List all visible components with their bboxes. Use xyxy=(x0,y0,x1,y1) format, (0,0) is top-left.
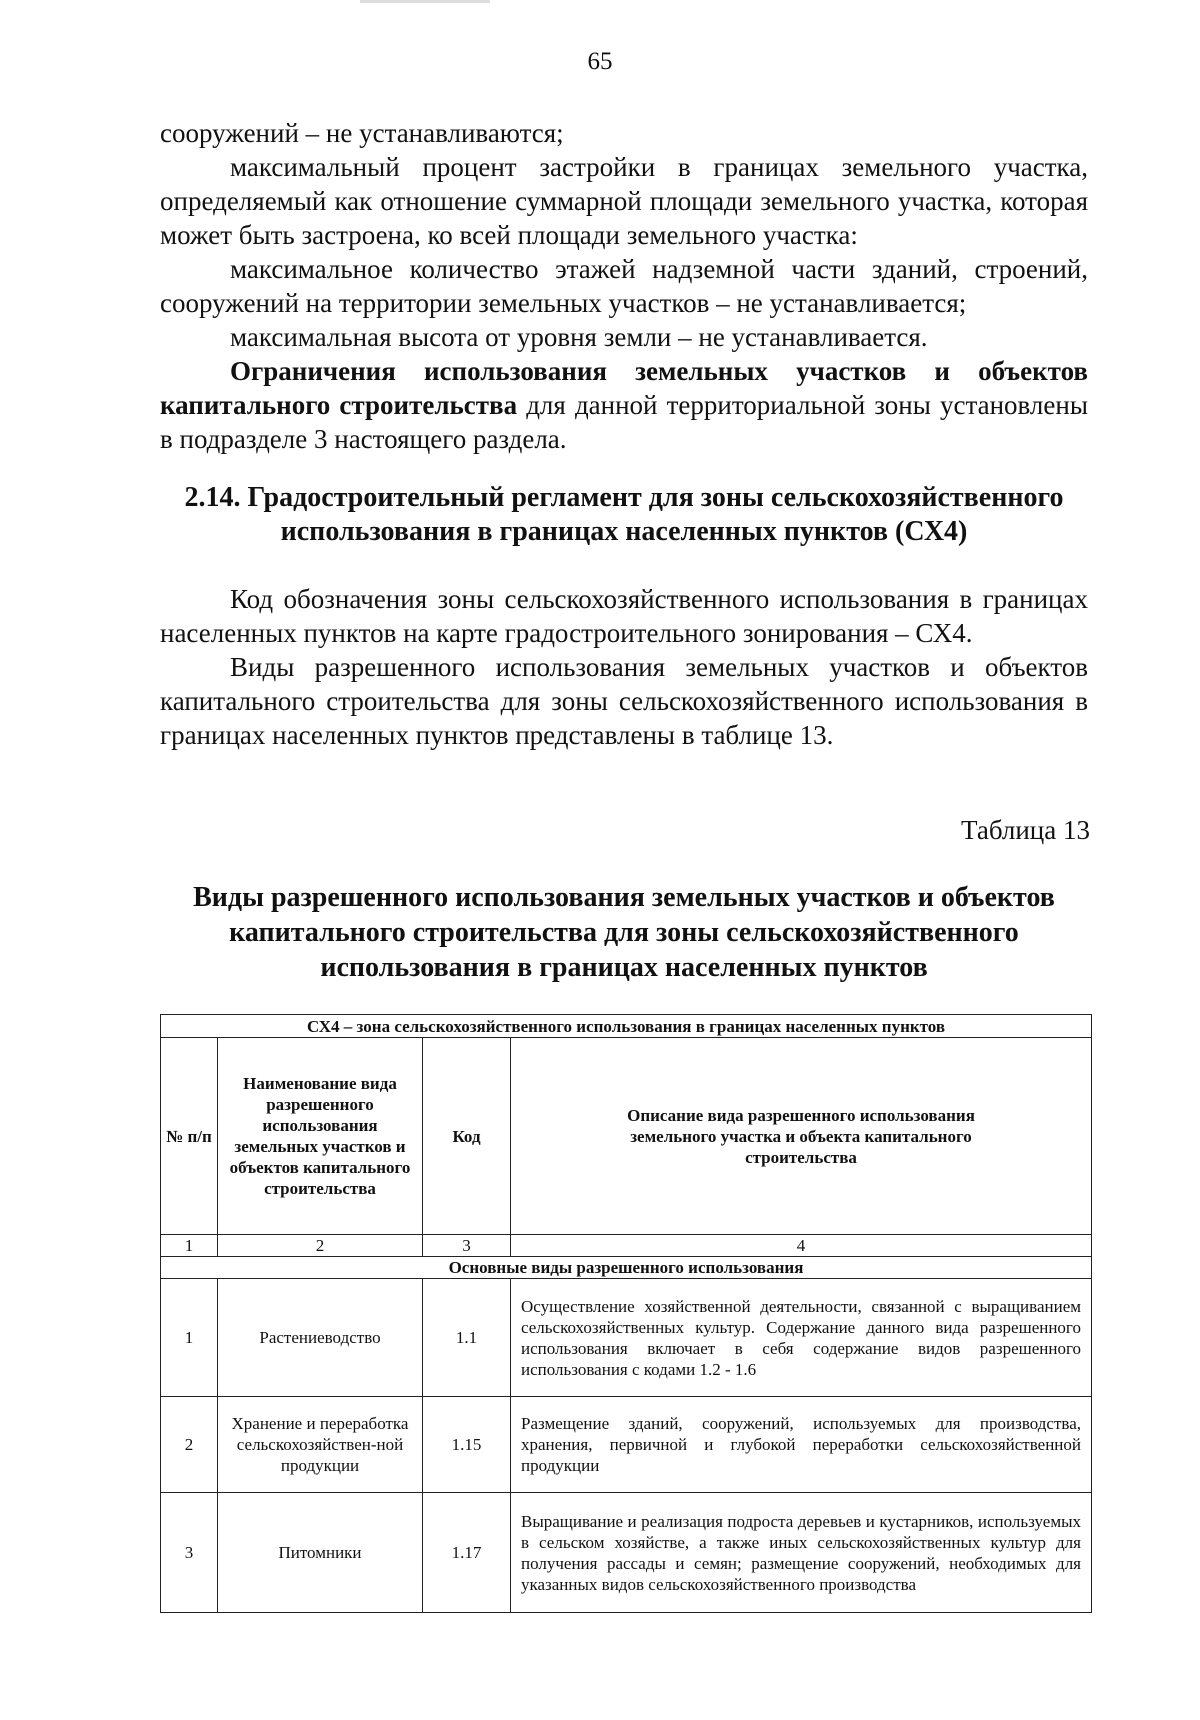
table-row xyxy=(161,1279,1092,1397)
row-name: Растениеводство xyxy=(218,1279,423,1397)
column-number: 4 xyxy=(511,1235,1092,1257)
row-desc: Осуществление хозяйственной деятельности, связанной с выращиванием сельскохозяйственных культур. Содержание данного вида разрешенного использования включает в себя содержание видов разрешенного использования с кодами 1.2 - 1.6 xyxy=(511,1279,1092,1397)
table-group-row xyxy=(161,1257,1092,1279)
row-code: 1.1 xyxy=(423,1279,511,1397)
group-label: Основные виды разрешенного использования xyxy=(161,1257,1092,1279)
row-desc: Размещение зданий, сооружений, используемых для производства, хранения, первичной и глубокой переработки сельскохозяйственной продукции xyxy=(511,1397,1092,1493)
paragraph: Виды разрешенного использования земельных участков и объектов капитального строительства для зоны сельскохозяйственного использования в границах населенных пунктов представлены в таблице 13. xyxy=(160,652,1088,750)
row-name: Хранение и переработка сельскохозяйствен-ной продукции xyxy=(218,1397,423,1493)
paragraph: максимальное количество этажей надземной части зданий, строений, сооружений на территории земельных участков – не устанавливается; xyxy=(160,254,1088,318)
row-name: Питомники xyxy=(218,1493,423,1613)
column-number: 1 xyxy=(161,1235,218,1257)
column-number: 3 xyxy=(423,1235,511,1257)
zone-header-cell: СХ4 – зона сельскохозяйственного использования в границах населенных пунктов xyxy=(161,1015,1092,1038)
row-num: 2 xyxy=(161,1397,218,1493)
paragraph: максимальная высота от уровня земли – не устанавливается. xyxy=(230,322,928,352)
page-number: 65 xyxy=(587,48,613,75)
table-row xyxy=(161,1397,1092,1493)
table-header-row xyxy=(161,1038,1092,1235)
paragraph-bold-lead: Ограничения использования земельных участков и объектов капитального строительства xyxy=(160,356,1088,420)
row-num: 1 xyxy=(161,1279,218,1397)
row-code: 1.17 xyxy=(423,1493,511,1613)
row-num: 3 xyxy=(161,1493,218,1613)
table-label: Таблица 13 xyxy=(961,815,1090,845)
row-desc: Выращивание и реализация подроста деревьев и кустарников, используемых в сельском хозяйстве, а также иных сельскохозяйственных культур для получения рассады и семян; размещение сооружений, необходимых для указанных видов сельскохозяйственного производства xyxy=(511,1493,1092,1613)
paragraph: сооружений – не устанавливаются; xyxy=(160,118,564,148)
header-code: Код xyxy=(423,1038,511,1235)
permitted-uses-table xyxy=(160,1014,1092,1613)
table-row xyxy=(161,1493,1092,1613)
scan-artifact xyxy=(360,0,490,3)
header-num: № п/п xyxy=(161,1038,218,1235)
header-desc: Описание вида разрешенного использования земельного участка и объекта капитального строительства xyxy=(511,1038,1092,1235)
paragraph-block-top xyxy=(160,116,1088,456)
row-code: 1.15 xyxy=(423,1397,511,1493)
paragraph-rest: для данной территориальной зоны установлены в подразделе 3 настоящего раздела. xyxy=(160,390,1088,454)
section-heading: 2.14. Градостроительный регламент для зоны сельскохозяйственного использования в границах населенных пунктов (СХ4) xyxy=(184,482,1064,547)
table-column-number-row xyxy=(161,1235,1092,1257)
paragraph xyxy=(160,354,1088,456)
paragraph: Код обозначения зоны сельскохозяйственного использования в границах населенных пунктов на карте градостроительного зонирования – СХ4. xyxy=(160,584,1088,648)
column-number: 2 xyxy=(218,1235,423,1257)
table-zone-header-row xyxy=(161,1015,1092,1038)
paragraph: максимальный процент застройки в границах земельного участка, определяемый как отношение суммарной площади земельного участка, которая может быть застроена, ко всей площади земельного участка: xyxy=(160,152,1088,250)
table-title: Виды разрешенного использования земельных участков и объектов капитального строительства для зоны сельскохозяйственного использования в границах населенных пунктов xyxy=(193,882,1055,983)
header-name: Наименование вида разрешенного использования земельных участков и объектов капитального строительства xyxy=(218,1038,423,1235)
paragraph-block-section xyxy=(160,582,1088,752)
